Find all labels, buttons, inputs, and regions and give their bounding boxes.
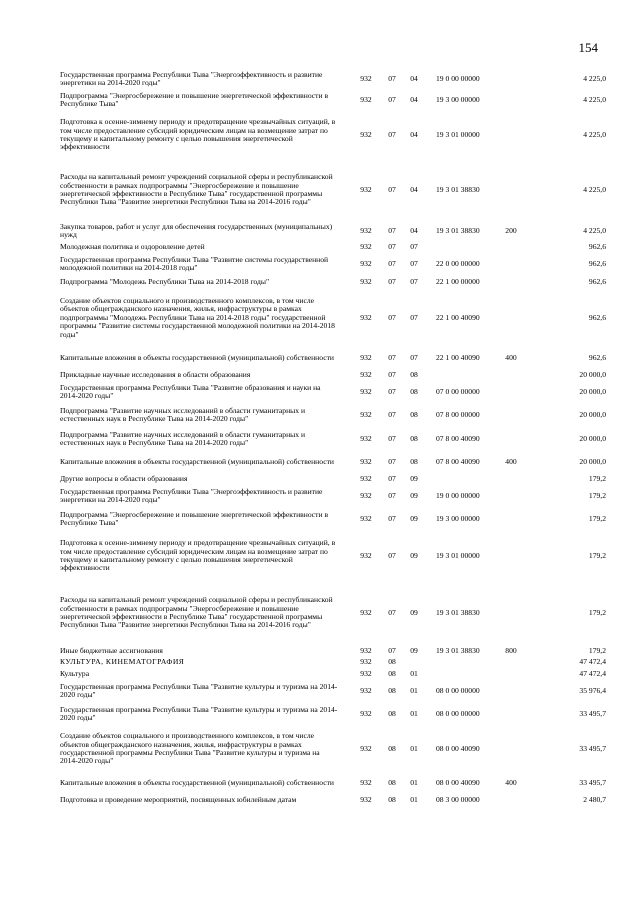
- row-name: Расходы на капитальный ремонт учреждений социальной сферы и республиканской собственности в рамках подпрограммы "Энергосбережение и повышение энергетической эффективности в Республике Тыва" государственной программы Республики Тыва "Развитие энергетики Республики Тыва на 2014-2016 годы": [60, 172, 333, 207]
- row-target-article-code: 22 0 00 00000: [436, 258, 480, 268]
- row-name: Подпрограмма "Развитие научных исследований в области гуманитарных и естественных наук в Республике Тыва на 2014-2020 годы": [60, 405, 306, 423]
- row-grbs-code: 932: [360, 409, 372, 419]
- row-target-article-code: 19 3 01 00000: [436, 550, 480, 560]
- row-grbs-code: 932: [360, 657, 372, 667]
- row-grbs-code: 932: [360, 258, 372, 268]
- row-section-code: 07: [388, 352, 396, 362]
- row-amount: 20 000,0: [579, 386, 606, 396]
- row-amount: 4 225,0: [583, 73, 606, 83]
- row-amount: 962,6: [588, 312, 606, 322]
- row-name: Подготовка и проведение мероприятий, посвященных юбилейным датам: [60, 794, 297, 804]
- row-expense-type-code: 200: [505, 225, 517, 235]
- row-grbs-code: 932: [360, 73, 372, 83]
- row-grbs-code: 932: [360, 242, 372, 252]
- row-subsection-code: 09: [410, 645, 418, 655]
- table-row: [60, 531, 606, 581]
- row-name: Государственная программа Республики Тыва "Энергоэффективность и развитие энергетики на 2014-2020 годы": [60, 486, 323, 504]
- row-target-article-code: 07 0 00 00000: [436, 386, 480, 396]
- row-grbs-code: 932: [360, 794, 372, 804]
- table-row: [60, 369, 606, 381]
- row-section-code: 07: [388, 369, 396, 379]
- row-grbs-code: 932: [360, 184, 372, 194]
- row-amount: 47 472,4: [579, 657, 606, 667]
- row-grbs-code: 932: [360, 490, 372, 500]
- row-section-code: 07: [388, 473, 396, 483]
- row-amount: 20 000,0: [579, 409, 606, 419]
- table-row: [60, 485, 606, 507]
- row-subsection-code: 09: [410, 490, 418, 500]
- row-name: Культура: [60, 668, 90, 678]
- row-target-article-code: 08 0 00 40090: [436, 743, 480, 753]
- row-amount: 4 225,0: [583, 225, 606, 235]
- row-expense-type-code: 400: [505, 777, 517, 787]
- row-amount: 2 480,7: [583, 794, 606, 804]
- row-subsection-code: 07: [410, 258, 418, 268]
- row-target-article-code: 07 8 00 40090: [436, 456, 480, 466]
- row-amount: 4 225,0: [583, 129, 606, 139]
- row-amount: 179,2: [588, 550, 606, 560]
- table-row: [60, 427, 606, 451]
- table-row: [60, 253, 606, 275]
- row-subsection-code: 01: [410, 708, 418, 718]
- row-amount: 4 225,0: [583, 94, 606, 104]
- row-target-article-code: 07 8 00 00000: [436, 409, 480, 419]
- row-name: Другие вопросы в области образования: [60, 473, 188, 483]
- row-subsection-code: 09: [410, 550, 418, 560]
- row-section-code: 07: [388, 225, 396, 235]
- row-subsection-code: 08: [410, 369, 418, 379]
- table-row: [60, 90, 606, 110]
- row-section-code: 08: [388, 743, 396, 753]
- row-amount: 179,2: [588, 607, 606, 617]
- row-amount: 20 000,0: [579, 433, 606, 443]
- row-section-code: 08: [388, 668, 396, 678]
- row-name: Капитальные вложения в объекты государственной (муниципальной) собственности: [60, 777, 334, 787]
- table-row: [60, 507, 606, 531]
- row-name: Прикладные научные исследования в области образования: [60, 369, 251, 379]
- row-amount: 179,2: [588, 513, 606, 523]
- row-name: Государственная программа Республики Тыва "Развитие образования и науки на 2014-2020 годы": [60, 382, 321, 400]
- row-name: Подготовка к осенне-зимнему периоду и предотвращение чрезвычайных ситуаций, в том числе предоставление субсидий юридическим лицам на возмещение затрат по текущему и капитальному ремонту с целью повышения энергетической эффективности: [60, 538, 336, 573]
- row-target-article-code: 08 0 00 00000: [436, 685, 480, 695]
- row-name: Государственная программа Республики Тыва "Развитие культуры и туризма на 2014-2020 годы": [60, 681, 338, 699]
- row-name: Подпрограмма "Молодежь Республики Тыва на 2014-2018 годы": [60, 276, 270, 286]
- row-grbs-code: 932: [360, 312, 372, 322]
- row-name: Государственная программа Республики Тыва "Развитие системы государственной молодежной политики на 2014-2018 годы": [60, 254, 329, 272]
- row-section-code: 07: [388, 645, 396, 655]
- row-section-code: 07: [388, 550, 396, 560]
- row-subsection-code: 07: [410, 312, 418, 322]
- table-row: [60, 68, 606, 90]
- table-row: [60, 657, 606, 668]
- row-subsection-code: 07: [410, 352, 418, 362]
- row-subsection-code: 08: [410, 456, 418, 466]
- table-row: [60, 581, 606, 645]
- row-subsection-code: 09: [410, 513, 418, 523]
- row-grbs-code: 932: [360, 276, 372, 286]
- budget-table: [60, 68, 606, 806]
- row-name: Государственная программа Республики Тыва "Развитие культуры и туризма на 2014-2020 годы": [60, 704, 338, 722]
- row-expense-type-code: 400: [505, 352, 517, 362]
- row-amount: 179,2: [588, 645, 606, 655]
- row-grbs-code: 932: [360, 607, 372, 617]
- row-amount: 20 000,0: [579, 456, 606, 466]
- row-target-article-code: 22 1 00 00000: [436, 276, 480, 286]
- row-subsection-code: 01: [410, 668, 418, 678]
- row-section-code: 07: [388, 409, 396, 419]
- row-target-article-code: 19 3 00 00000: [436, 94, 480, 104]
- row-subsection-code: 01: [410, 685, 418, 695]
- row-name: Капитальные вложения в объекты государственной (муниципальной) собственности: [60, 456, 334, 466]
- row-section-code: 08: [388, 708, 396, 718]
- row-name: Подготовка к осенне-зимнему периоду и предотвращение чрезвычайных ситуаций, в том числе предоставление субсидий юридическим лицам на возмещение затрат по текущему и капитальному ремонту с целью повышения энергетической эффективности: [60, 117, 336, 152]
- table-row: [60, 289, 606, 347]
- row-grbs-code: 932: [360, 352, 372, 362]
- row-target-article-code: 08 0 00 40090: [436, 777, 480, 787]
- row-target-article-code: 19 3 00 00000: [436, 513, 480, 523]
- row-expense-type-code: 800: [505, 645, 517, 655]
- row-grbs-code: 932: [360, 473, 372, 483]
- row-section-code: 07: [388, 242, 396, 252]
- table-row: [60, 680, 606, 702]
- row-grbs-code: 932: [360, 94, 372, 104]
- row-subsection-code: 09: [410, 473, 418, 483]
- table-row: [60, 275, 606, 289]
- page-number: 154: [578, 40, 598, 55]
- table-row: [60, 794, 606, 806]
- row-target-article-code: 22 1 00 40090: [436, 352, 480, 362]
- table-row: [60, 473, 606, 485]
- row-target-article-code: 19 3 01 38830: [436, 225, 480, 235]
- row-grbs-code: 932: [360, 708, 372, 718]
- row-subsection-code: 08: [410, 433, 418, 443]
- row-section-code: 07: [388, 433, 396, 443]
- row-grbs-code: 932: [360, 668, 372, 678]
- row-section-code: 08: [388, 657, 396, 667]
- row-section-code: 07: [388, 607, 396, 617]
- row-name: Закупка товаров, работ и услуг для обеспечения государственных (муниципальных) нужд: [60, 221, 333, 239]
- row-subsection-code: 04: [410, 94, 418, 104]
- table-row: [60, 403, 606, 427]
- row-grbs-code: 932: [360, 645, 372, 655]
- row-subsection-code: 01: [410, 794, 418, 804]
- row-section-code: 07: [388, 312, 396, 322]
- row-grbs-code: 932: [360, 685, 372, 695]
- row-expense-type-code: 400: [505, 456, 517, 466]
- row-target-article-code: 19 3 01 38830: [436, 607, 480, 617]
- table-row: [60, 160, 606, 220]
- table-row: [60, 220, 606, 242]
- row-subsection-code: 07: [410, 242, 418, 252]
- row-target-article-code: 19 3 01 38830: [436, 184, 480, 194]
- table-row: [60, 381, 606, 403]
- row-target-article-code: 19 0 00 00000: [436, 490, 480, 500]
- row-grbs-code: 932: [360, 386, 372, 396]
- row-section-code: 08: [388, 777, 396, 787]
- row-grbs-code: 932: [360, 743, 372, 753]
- row-section-code: 07: [388, 94, 396, 104]
- row-amount: 962,6: [588, 258, 606, 268]
- row-subsection-code: 08: [410, 386, 418, 396]
- row-subsection-code: 08: [410, 409, 418, 419]
- row-target-article-code: 07 8 00 40090: [436, 433, 480, 443]
- row-amount: 962,6: [588, 352, 606, 362]
- row-target-article-code: 19 0 00 00000: [436, 73, 480, 83]
- row-section-code: 08: [388, 794, 396, 804]
- row-amount: 179,2: [588, 473, 606, 483]
- table-row: [60, 726, 606, 772]
- row-subsection-code: 01: [410, 743, 418, 753]
- row-amount: 35 976,4: [579, 685, 606, 695]
- row-subsection-code: 04: [410, 129, 418, 139]
- table-row: [60, 242, 606, 253]
- row-grbs-code: 932: [360, 513, 372, 523]
- row-grbs-code: 932: [360, 433, 372, 443]
- row-section-code: 07: [388, 129, 396, 139]
- row-name: Подпрограмма "Энергосбережение и повышение энергетической эффективности в Республике Тыва": [60, 90, 329, 108]
- row-section-code: 07: [388, 184, 396, 194]
- row-amount: 33 495,7: [579, 743, 606, 753]
- row-amount: 179,2: [588, 490, 606, 500]
- row-grbs-code: 932: [360, 369, 372, 379]
- row-section-code: 07: [388, 276, 396, 286]
- row-name: Капитальные вложения в объекты государственной (муниципальной) собственности: [60, 352, 334, 362]
- row-name: КУЛЬТУРА, КИНЕМАТОГРАФИЯ: [60, 657, 185, 667]
- row-amount: 962,6: [588, 242, 606, 252]
- row-subsection-code: 04: [410, 225, 418, 235]
- row-target-article-code: 22 1 00 40090: [436, 312, 480, 322]
- row-grbs-code: 932: [360, 129, 372, 139]
- row-subsection-code: 09: [410, 607, 418, 617]
- row-grbs-code: 932: [360, 777, 372, 787]
- row-amount: 33 495,7: [579, 708, 606, 718]
- table-row: [60, 772, 606, 794]
- row-amount: 962,6: [588, 276, 606, 286]
- row-section-code: 07: [388, 73, 396, 83]
- row-name: Иные бюджетные ассигнования: [60, 645, 163, 655]
- row-target-article-code: 19 3 01 00000: [436, 129, 480, 139]
- row-name: Подпрограмма "Развитие научных исследований в области гуманитарных и естественных наук в Республике Тыва на 2014-2020 годы": [60, 429, 306, 447]
- row-target-article-code: 19 3 01 38830: [436, 645, 480, 655]
- row-name: Расходы на капитальный ремонт учреждений социальной сферы и республиканской собственности в рамках подпрограммы "Энергосбережение и повышение энергетической эффективности в Республике Тыва" государственной программы Республики Тыва "Развитие энергетики Республики Тыва на 2014-2016 годы": [60, 595, 333, 630]
- row-target-article-code: 08 3 00 00000: [436, 794, 480, 804]
- row-grbs-code: 932: [360, 456, 372, 466]
- row-subsection-code: 07: [410, 276, 418, 286]
- row-amount: 4 225,0: [583, 184, 606, 194]
- row-grbs-code: 932: [360, 550, 372, 560]
- row-section-code: 07: [388, 490, 396, 500]
- table-row: [60, 347, 606, 369]
- row-section-code: 07: [388, 456, 396, 466]
- row-name: Молодежная политика и оздоровление детей: [60, 242, 205, 252]
- row-name: Создание объектов социального и производственного комплексов, в том числе объектов общегражданского назначения, жилья, инфраструктуры в рамках подпрограммы "Молодежь Республики Тыва на 2014-2018 годы" государственной программы "Развитие системы государственной молодежной политики на 2014-2018 годы": [60, 295, 335, 339]
- row-target-article-code: 08 0 00 00000: [436, 708, 480, 718]
- table-row: [60, 110, 606, 160]
- table-row: [60, 451, 606, 473]
- table-row: [60, 668, 606, 680]
- row-subsection-code: 01: [410, 777, 418, 787]
- row-subsection-code: 04: [410, 73, 418, 83]
- row-section-code: 07: [388, 386, 396, 396]
- row-subsection-code: 04: [410, 184, 418, 194]
- row-amount: 20 000,0: [579, 369, 606, 379]
- row-amount: 33 495,7: [579, 777, 606, 787]
- row-name: Подпрограмма "Энергосбережение и повышение энергетической эффективности в Республике Тыва": [60, 509, 329, 527]
- table-row: [60, 645, 606, 657]
- row-section-code: 07: [388, 258, 396, 268]
- row-name: Государственная программа Республики Тыва "Энергоэффективность и развитие энергетики на 2014-2020 годы": [60, 69, 323, 87]
- table-row: [60, 702, 606, 726]
- row-name: Создание объектов социального и производственного комплексов, в том числе объектов общегражданского назначения, жилья, инфраструктуры в рамках государственной программы Республики Тыва "Развитие культуры и туризма на 2014-2020 годы": [60, 731, 320, 766]
- row-amount: 47 472,4: [579, 668, 606, 678]
- row-section-code: 07: [388, 513, 396, 523]
- row-section-code: 08: [388, 685, 396, 695]
- row-grbs-code: 932: [360, 225, 372, 235]
